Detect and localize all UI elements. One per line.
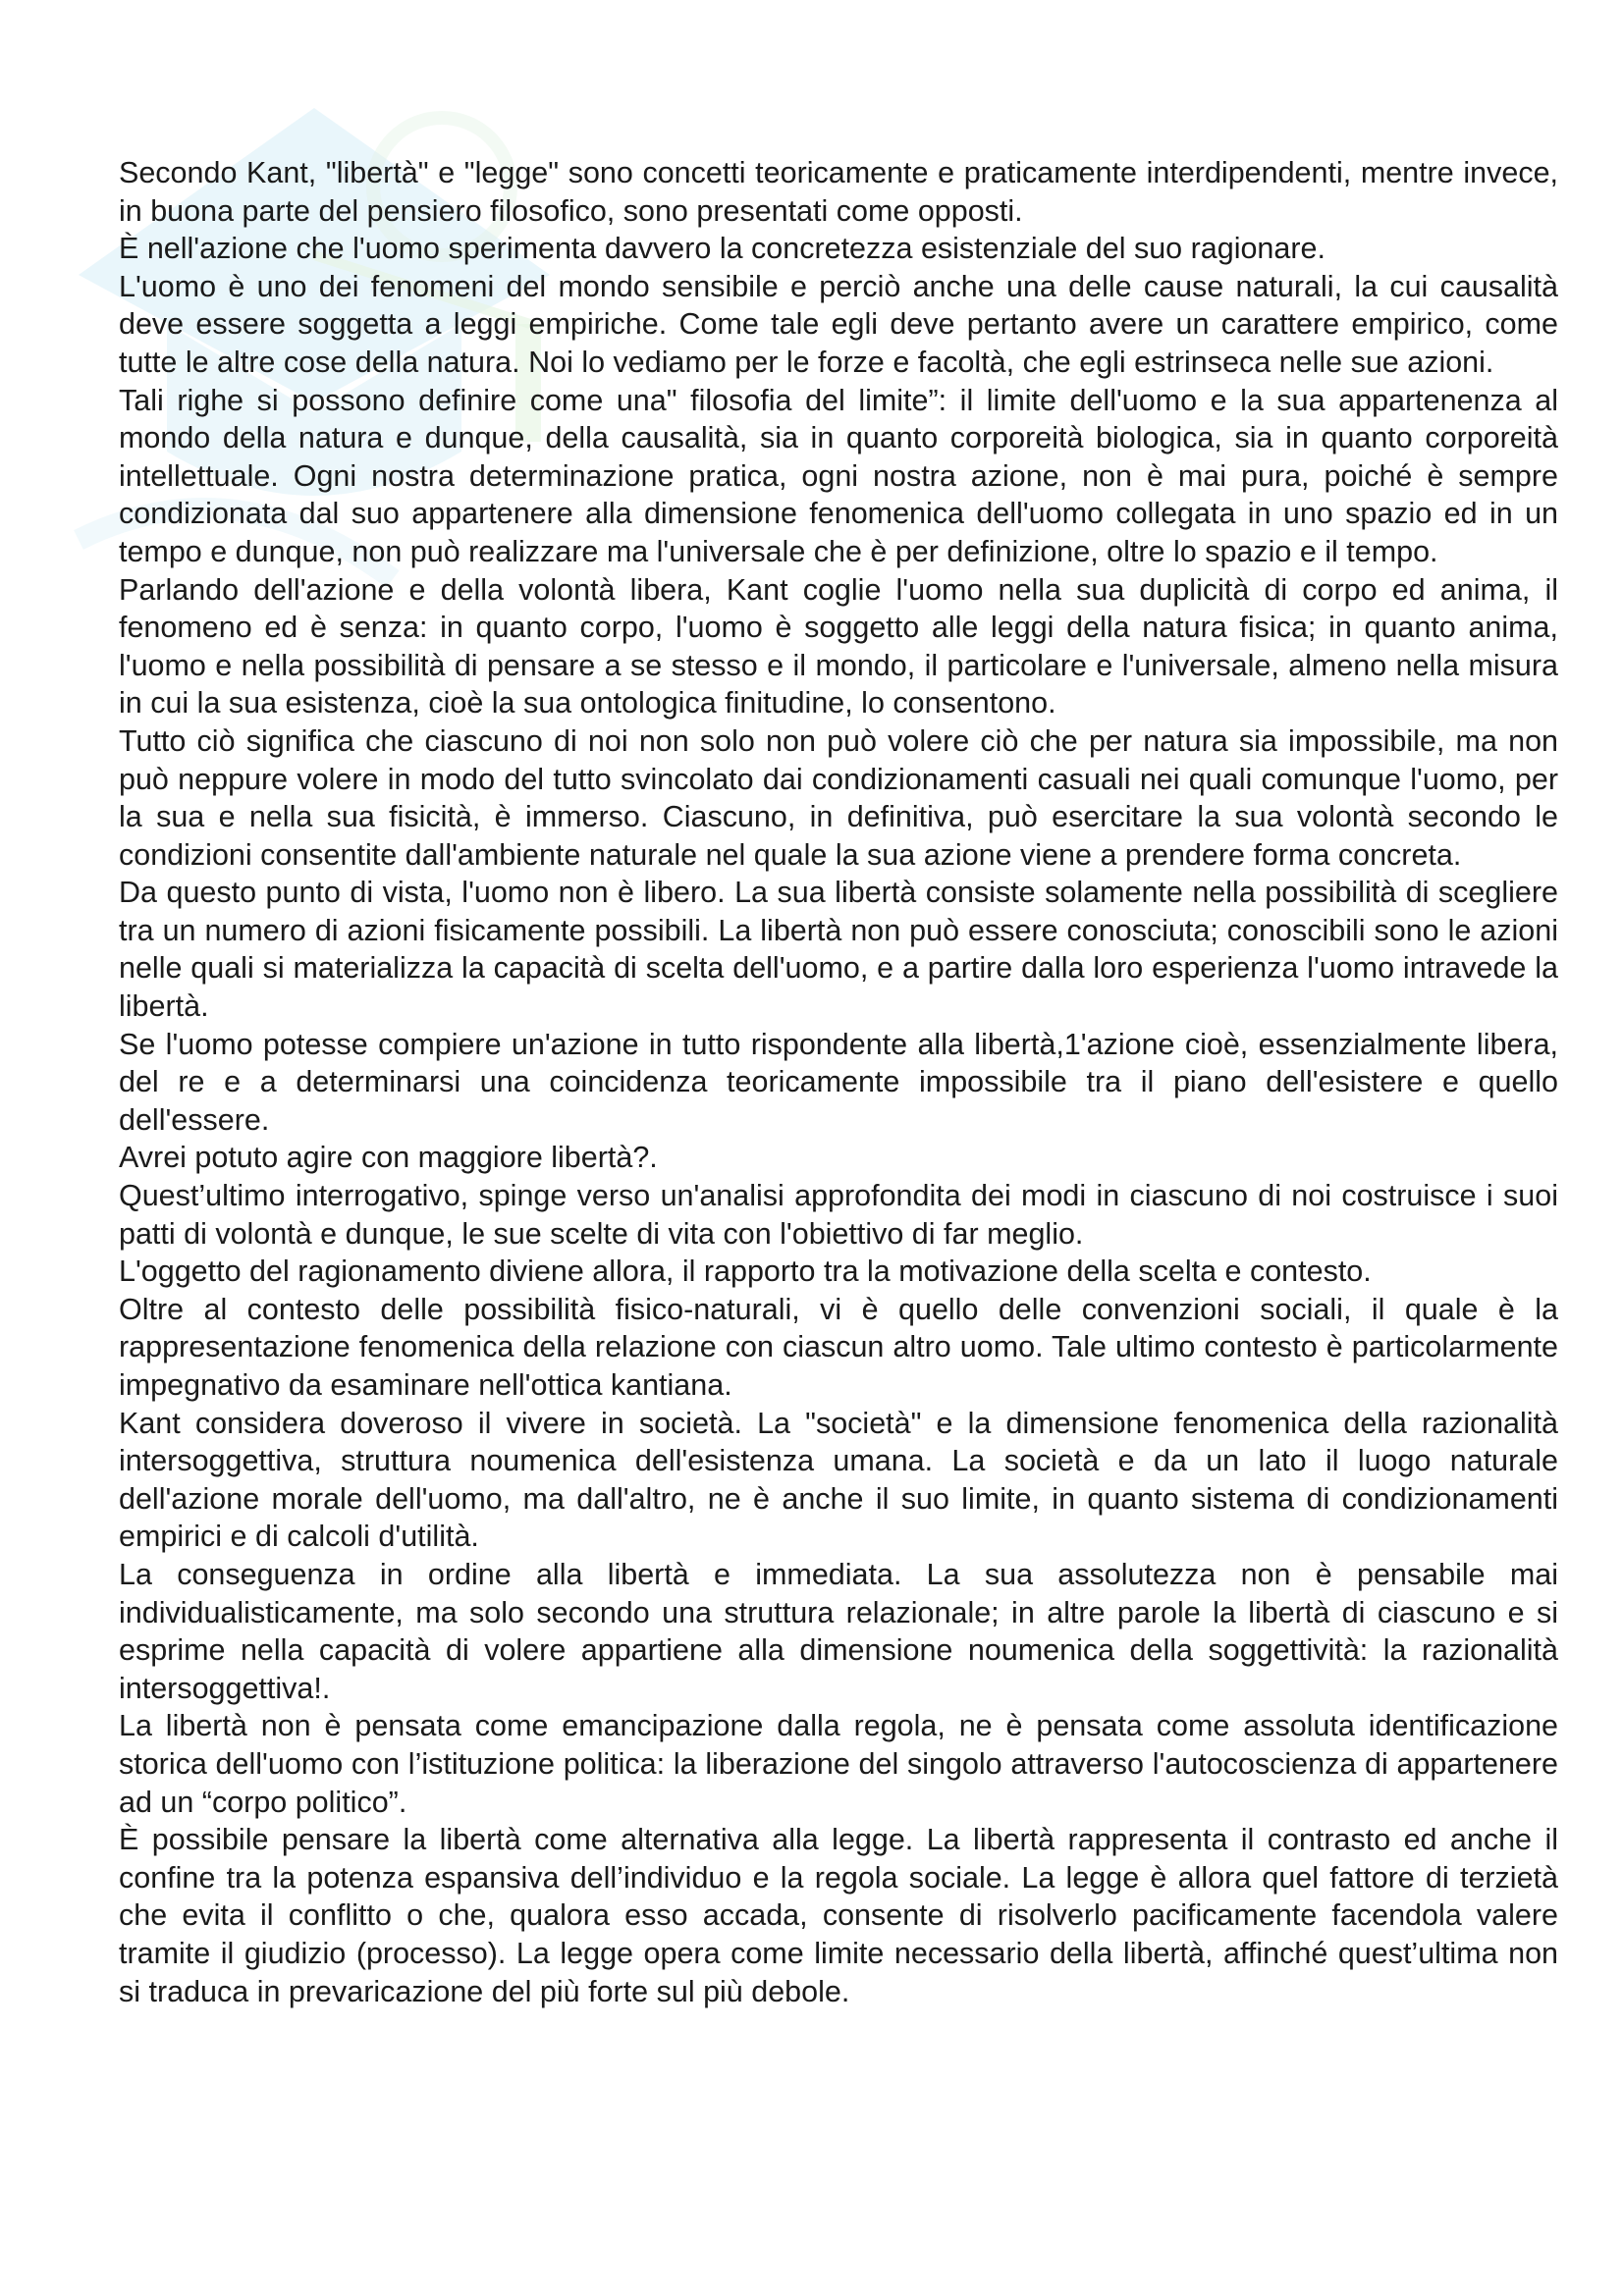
paragraph-9: Avrei potuto agire con maggiore libertà?. bbox=[119, 1141, 658, 1175]
paragraph-2: È nell'azione che l'uomo sperimenta davvero la concretezza esistenziale del suo ragionare. bbox=[119, 232, 1325, 266]
paragraph-7: Da questo punto di vista, l'uomo non è libero. La sua libertà consiste solamente nella possibilità di scegliere tra un numero di azioni fisicamente possibili. La libertà non può essere conosciuta; conoscibili sono le azioni nelle quali si materializza la capacità di scelta dell'uomo, e a partire dalla loro esperienza l'uomo intravede la libertà. bbox=[119, 876, 1558, 1024]
paragraph-12: Oltre al contesto delle possibilità fisico-naturali, vi è quello delle convenzioni sociali, il quale è la rappresentazione fenomenica della relazione con ciascun altro uomo. Tale ultimo contesto è particolarmente impegnativo da esaminare nell'ottica kantiana. bbox=[119, 1292, 1558, 1402]
paragraph-16: È possibile pensare la libertà come alternativa alla legge. La libertà rappresenta il contrasto ed anche il confine tra la potenza espansiva dell’individuo e la regola sociale. La legge è allora quel fattore di terzietà che evita il conflitto o che, qualora esso accada, consente di risolverlo pacificamente facendola valere tramite il giudizio (processo). La legge opera come limite necessario della libertà, affinché quest’ultima non si traduca in prevaricazione del più forte sul più debole. bbox=[119, 1823, 1558, 2008]
paragraph-5: Parlando dell'azione e della volontà libera, Kant coglie l'uomo nella sua duplicità di corpo ed anima, il fenomeno ed è senza: in quanto corpo, l'uomo è soggetto alle leggi della natura fisica; in quanto anima, l'uomo e nella possibilità di pensare a se stesso e il mondo, il particolare e l'universale, almeno nella misura in cui la sua esistenza, cioè la sua ontologica finitudine, lo consentono. bbox=[119, 572, 1558, 721]
paragraph-10: Quest’ultimo interrogativo, spinge verso un'analisi approfondita dei modi in ciascuno di noi costruisce i suoi patti di volontà e dunque, le sue scelte di vita con l'obiettivo di far meglio. bbox=[119, 1179, 1558, 1251]
document-body bbox=[119, 154, 1558, 2010]
paragraph-8: Se l'uomo potesse compiere un'azione in tutto rispondente alla libertà,1'azione cioè, essenzialmente libera, del re e a determinarsi una coincidenza teoricamente impossibile tra il piano dell'esistere e quello dell'essere. bbox=[119, 1027, 1558, 1137]
paragraph-13: Kant considera doveroso il vivere in società. La "società" e la dimensione fenomenica della razionalità intersoggettiva, struttura noumenica dell'esistenza umana. La società e da un lato il luogo naturale dell'azione morale dell'uomo, ma dall'altro, ne è anche il suo limite, in quanto sistema di condizionamenti empirici e di calcoli d'utilità. bbox=[119, 1406, 1558, 1554]
paragraph-1: Secondo Kant, "libertà" e "legge" sono concetti teoricamente e praticamente interdipendenti, mentre invece, in buona parte del pensiero filosofico, sono presentati come opposti. bbox=[119, 156, 1558, 228]
paragraph-11: L'oggetto del ragionamento diviene allora, il rapporto tra la motivazione della scelta e contesto. bbox=[119, 1255, 1372, 1289]
paragraph-4: Tali righe si possono definire come una" filosofia del limite”: il limite dell'uomo e la sua appartenenza al mondo della natura e dunque, della causalità, sia in quanto corporeità biologica, sia in quanto corporeità intellettuale. Ogni nostra determinazione pratica, ogni nostra azione, non è mai pura, poiché è sempre condizionata dal suo appartenere alla dimensione fenomenica dell'uomo collegata in uno spazio ed in un tempo e dunque, non può realizzare ma l'universale che è per definizione, oltre lo spazio e il tempo. bbox=[119, 383, 1558, 568]
paragraph-6: Tutto ciò significa che ciascuno di noi non solo non può volere ciò che per natura sia impossibile, ma non può neppure volere in modo del tutto svincolato dai condizionamenti casuali nei quali comunque l'uomo, per la sua e nella sua fisicità, è immerso. Ciascuno, in definitiva, può esercitare la sua volontà secondo le condizioni consentite dall'ambiente naturale nel quale la sua azione viene a prendere forma concreta. bbox=[119, 723, 1558, 872]
paragraph-3: L'uomo è uno dei fenomeni del mondo sensibile e perciò anche una delle cause naturali, la cui causalità deve essere soggetta a leggi empiriche. Come tale egli deve pertanto avere un carattere empirico, come tutte le altre cose della natura. Noi lo vediamo per le forze e facoltà, che egli estrinseca nelle sue azioni. bbox=[119, 269, 1558, 379]
paragraph-14: La conseguenza in ordine alla libertà e immediata. La sua assolutezza non è pensabile mai individualisticamente, ma solo secondo una struttura relazionale; in altre parole la libertà di ciascuno e si esprime nella capacità di volere appartiene alla dimensione noumenica della soggettività: la razionalità intersoggettiva!. bbox=[119, 1557, 1558, 1705]
paragraph-15: La libertà non è pensata come emancipazione dalla regola, ne è pensata come assoluta identificazione storica dell'uomo con l’istituzione politica: la liberazione del singolo attraverso l'autocoscienza di appartenere ad un “corpo politico”. bbox=[119, 1709, 1558, 1819]
